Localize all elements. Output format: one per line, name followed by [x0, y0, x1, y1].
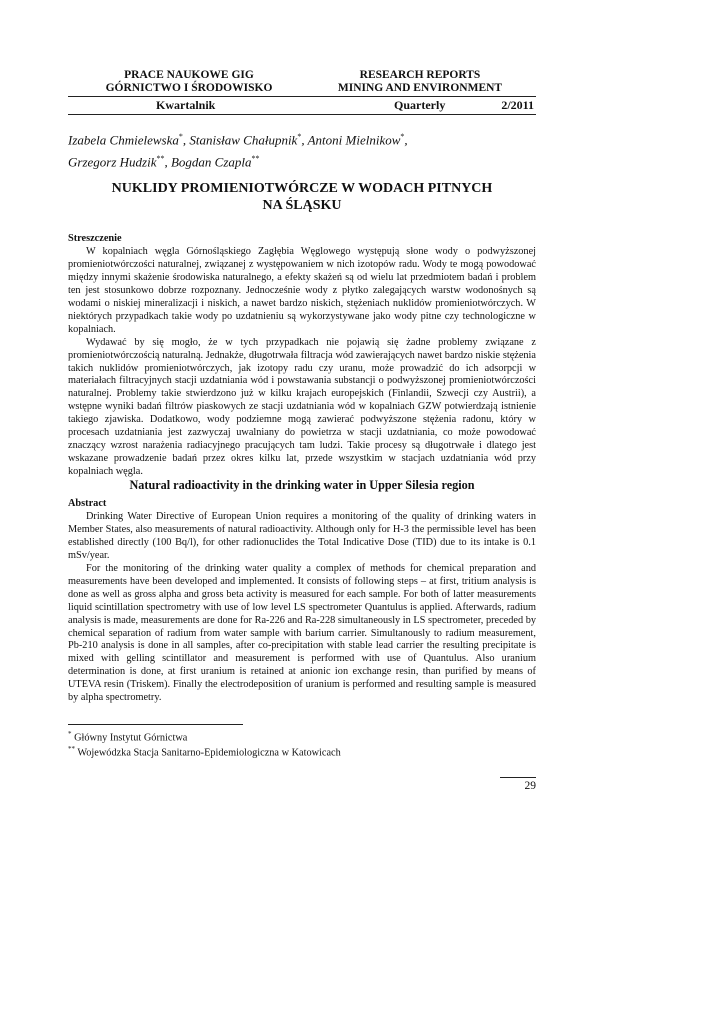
streszczenie-paragraph: W kopalniach węgla Górnośląskiego Zagłębia Węglowego występują słone wody o podwyższonej promieniotwórczości naturalnej, związanej z występowaniem w nich izotopów radu. Wody te mogą powodować między innymi skażenie środowiska naturalnego, a efekty skażeń są od wielu lat przedmiotem badań i problem ten jest stosunkowo dobrze rozpoznany. Jednocześnie wody z płytko zalegających warstw wodonośnych są wodami o niskiej mineralizacji i niskich, a nawet bardzo niskich, stężeniach nuklidów promieniotwórczych. W niektórych przypadkach takie wody po uzdatnieniu są wykorzystywane jako wody pitne czy technologiczne w kopalniach. [68, 245, 536, 335]
journal-series-en: MINING AND ENVIRONMENT [337, 82, 503, 94]
author-line-2 [68, 149, 538, 171]
page-number: 29 [524, 780, 536, 792]
journal-kind-en: Quarterly [394, 98, 446, 112]
paper-title-line2: NA ŚLĄSKU [262, 198, 342, 213]
author: Izabela Chmielewska [68, 132, 179, 148]
author-line-1 [68, 127, 538, 149]
english-title: Natural radioactivity in the drinking water in Upper Silesia region [129, 478, 475, 492]
author: Bogdan Czapla [170, 154, 252, 170]
paper-title-line1: NUKLIDY PROMIENIOTWÓRCZE W WODACH PITNYCH [111, 181, 493, 196]
footnote [68, 730, 187, 743]
author-list [68, 127, 538, 172]
abstract-paragraph: For the monitoring of the drinking water quality a complex of methods for chemical preparation and measurements have been developed and implemented. It consists of following steps – at first, tritium analysis is done as well as gross alpha and gross beta activity is measured for each sample. For both of latter measurements liquid scintillation spectrometry with use of low level LS spectrometer Quantulus is applied. Afterwards, radium analysis is made, measurements are done for Ra-226 and Ra-228 simultaneously in LS spectrometer, preceded by chemical separation of radium from water sample with barium carrier. Simultanously to radium measurement, Pb-210 analysis is done in all samples, after co-precipitation with stable lead carrier the resulting precipitate is mixed with gelling scintillator and measurement is performed with use of Quantulus. Also uranium determination is done, at first uranium is retained at anionic ion exchange resin, than purified by means of UTEVA resin (Triskem). Finally the electrodeposition of uranium is performed and resulting sample is measured by alpha spectrometry. [68, 562, 536, 704]
affiliation-mark: * [297, 132, 302, 141]
header-rule-bottom [68, 114, 536, 115]
journal-issue: 2/2011 [501, 98, 534, 112]
author-separator: , [164, 154, 171, 170]
abstract-section [68, 498, 536, 705]
footnote-text: Główny Instytut Górnictwa [74, 732, 188, 744]
author: Grzegorz Hudzik [68, 154, 157, 170]
streszczenie-section [68, 233, 536, 479]
paper-title [80, 180, 524, 214]
journal-series-pl: GÓRNICTWO I ŚRODOWISKO [105, 82, 273, 94]
author: Antoni Mielnikow [307, 132, 401, 148]
footnote-text: Wojewódzka Stacja Sanitarno-Epidemiologiczna w Katowicach [77, 747, 341, 759]
page-number-rule [500, 777, 536, 778]
footnote-mark: ** [68, 745, 75, 753]
footnote-mark: * [68, 730, 72, 738]
author: Stanisław Chałupnik [189, 132, 298, 148]
author-separator: , [301, 132, 308, 148]
journal-header-line3 [68, 98, 536, 114]
footnote [68, 745, 341, 758]
abstract-paragraph: Drinking Water Directive of European Union requires a monitoring of the quality of drinking waters in Member States, also measurements of natural radioactivity. Although only for H-3 the permissible level has been established directly (100 Bq/l), for other radionuclides the Total Indicative Dose (TID) due to its intake is 0.1 mSv/year. [68, 510, 536, 561]
affiliation-mark: * [178, 132, 183, 141]
header-rule-top [68, 96, 536, 97]
author-separator: , [182, 132, 190, 148]
abstract-heading: Abstract [68, 498, 107, 509]
author-separator: , [404, 132, 408, 148]
journal-name-en: RESEARCH REPORTS [359, 69, 481, 81]
journal-header-line2 [68, 82, 536, 96]
affiliation-mark: ** [251, 154, 260, 164]
affiliation-mark: ** [156, 154, 165, 164]
journal-name-pl: PRACE NAUKOWE GIG [124, 69, 254, 81]
affiliation-mark: * [400, 132, 405, 141]
streszczenie-paragraph: Wydawać by się mogło, że w tych przypadkach nie pojawią się żadne problemy związane z promieniotwórczością naturalną. Jednakże, długotrwała filtracja wód zawierających nawet bardzo niskie stężenia takich nuklidów promieniotwórczych, jak izotopy radu czy uranu, może prowadzić do ich adsorpcji w materiałach filtracyjnych stacji uzdatniania wód i powstawania substancji o podwyższonej promieniotwórczości naturalnej. Problemy takie stwierdzono już w kilku krajach europejskich (Finlandii, Szwecji czy Austrii), a wstępne wyniki badań filtrów piaskowych ze stacji uzdatniania wód w kopalniach GZW potwierdzają istnienie takiego zjawiska. Dodatkowo, wody podziemne mogą zawierać podwyższone stężenia radonu, który w procesach uzdatniania jest zazwyczaj uwalniany do powietrza w stacji uzdatniania, co może powodować znaczący wzrost narażenia radiacyjnego pracujących tam ludzi. Takie procesy są długotrwałe i dlatego jest wskazane prowadzenie badań przez okres kilku lat, przede wszystkim w stacjach uzdatniania wód przy kopalniach węgla. [68, 336, 536, 478]
journal-kind-pl: Kwartalnik [156, 98, 216, 112]
footnote-rule [68, 724, 243, 725]
journal-header-line1 [68, 69, 536, 83]
streszczenie-heading: Streszczenie [68, 233, 122, 244]
